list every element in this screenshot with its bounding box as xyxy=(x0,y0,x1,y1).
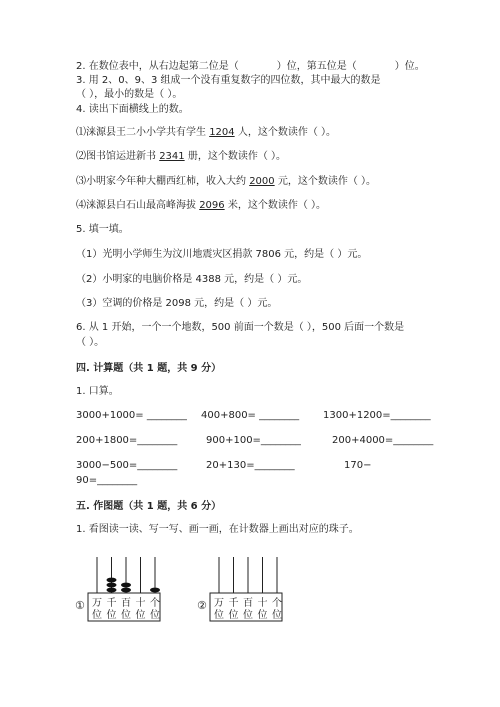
q5-item-2: （2）小明家的电脑价格是 4388 元，约是（ ）元。 xyxy=(76,274,308,285)
q4-number-4: 2096 xyxy=(199,200,225,211)
ab1-place-suffix: 位 xyxy=(150,610,160,621)
ab1-bead xyxy=(121,588,131,593)
calc-r2-c3: 200+4000=________ xyxy=(332,435,434,446)
q4-number-1: 1204 xyxy=(209,127,235,138)
question-4-title: 4. 读出下面横线上的数。 xyxy=(76,104,189,115)
ab1-place-name: 十 xyxy=(135,598,146,609)
q5-item-3: （3）空调的价格是 2098 元，约是（ ）元。 xyxy=(76,298,278,309)
ab2-place-suffix: 位 xyxy=(228,610,239,621)
question-3-line1: 3. 用 2、0、9、3 组成一个没有重复数字的四位数，其中最大的数是 xyxy=(76,75,381,86)
ab2-place-name: 十 xyxy=(257,598,268,609)
calc-r2-c1: 200+1800=________ xyxy=(76,435,178,446)
q4-item-3: ⑶小明家今年种大棚西红柿，收入大约 2000 元，这个数读作（ ）。 xyxy=(76,176,376,187)
ab1-place-name: 千 xyxy=(106,598,117,609)
abacus-2-place-labels xyxy=(214,596,282,621)
section-4-subtitle: 1. 口算。 xyxy=(76,386,119,397)
ab1-place-suffix: 位 xyxy=(106,610,117,621)
ab2-place-suffix: 位 xyxy=(257,610,268,621)
abacus-1-beads xyxy=(107,578,161,593)
section-4-title: 四. 计算题（共 1 题，共 9 分） xyxy=(76,363,222,374)
ab1-bead xyxy=(107,583,117,588)
q4-item-4: ⑷涞源县白石山最高峰海拔 2096 米，这个数读作（ ）。 xyxy=(76,200,326,211)
abacus-1-drawing xyxy=(75,555,165,625)
ab1-place-suffix: 位 xyxy=(121,610,131,621)
ab1-place-name: 万 xyxy=(92,598,102,609)
section-5-title: 五. 作图题（共 1 题，共 6 分） xyxy=(76,501,222,512)
ab2-place-suffix: 位 xyxy=(214,610,224,621)
calc-r3-c3: 170− xyxy=(344,460,372,471)
q2-part-c: ）位。 xyxy=(394,61,425,72)
abacus-1-place-labels xyxy=(92,596,160,621)
abacus-2-rods xyxy=(219,557,277,593)
calc-r3-c1: 3000−500=________ xyxy=(76,460,178,471)
question-5-title: 5. 填一填。 xyxy=(76,224,129,235)
abacus-2 xyxy=(197,555,287,625)
ab2-place-suffix: 位 xyxy=(272,610,282,621)
ab2-place-name: 百 xyxy=(243,598,253,609)
ab1-place-suffix: 位 xyxy=(135,610,146,621)
q4-item-2: ⑵图书馆运进新书 2341 册，这个数读作（ ）。 xyxy=(76,151,286,162)
ab1-bead xyxy=(107,588,117,593)
calc-r3-wrap: 90=________ xyxy=(76,475,138,486)
q4-item-1: ⑴涞源县王二小小学共有学生 1204 人，这个数读作（ ）。 xyxy=(76,127,336,138)
q4-number-3: 2000 xyxy=(249,176,275,187)
abacus-1-rods xyxy=(97,557,155,593)
calc-r1-c3: 1300+1200=________ xyxy=(323,410,431,421)
ab1-bead xyxy=(107,578,117,583)
ab1-place-suffix: 位 xyxy=(92,610,102,621)
section-5-subtitle: 1. 看图读一读、写一写、画一画，在计数器上画出对应的珠子。 xyxy=(76,524,359,535)
q4-number-2: 2341 xyxy=(159,151,185,162)
ab1-place-name: 百 xyxy=(121,598,131,609)
question-6-line1: 6. 从 1 开始，一个一个地数，500 前面一个数是（ ），500 后面一个数是 xyxy=(76,322,405,333)
q2-part-b: ）位，第五位是（ xyxy=(276,61,357,72)
calc-r1-c2: 400+800= ________ xyxy=(201,410,300,421)
calc-r2-c2: 900+100=________ xyxy=(206,435,301,446)
ab2-place-name: 个 xyxy=(272,598,282,609)
calc-r3-c2: 20+130=________ xyxy=(206,460,295,471)
abacus-2-drawing xyxy=(197,555,287,625)
abacus-2-label: ② xyxy=(197,599,207,612)
question-3-line2: （ ），最小的数是（ ）。 xyxy=(76,89,183,100)
ab2-place-name: 千 xyxy=(228,598,239,609)
question-6-line2: （ ）。 xyxy=(76,337,105,348)
abacus-1-label: ① xyxy=(75,599,85,612)
q2-part-a: 2. 在数位表中，从右边起第二位是（ xyxy=(76,61,239,72)
ab2-place-name: 万 xyxy=(214,598,224,609)
ab2-place-suffix: 位 xyxy=(243,610,253,621)
question-2 xyxy=(76,60,425,74)
abacus-1 xyxy=(75,555,165,625)
ab1-bead xyxy=(150,588,160,593)
ab1-bead xyxy=(121,583,131,588)
q5-item-1: （1）光明小学师生为汶川地震灾区捐款 7806 元，约是（ ）元。 xyxy=(76,249,368,260)
calc-r1-c1: 3000+1000= ________ xyxy=(76,410,187,421)
ab1-place-name: 个 xyxy=(150,598,160,609)
